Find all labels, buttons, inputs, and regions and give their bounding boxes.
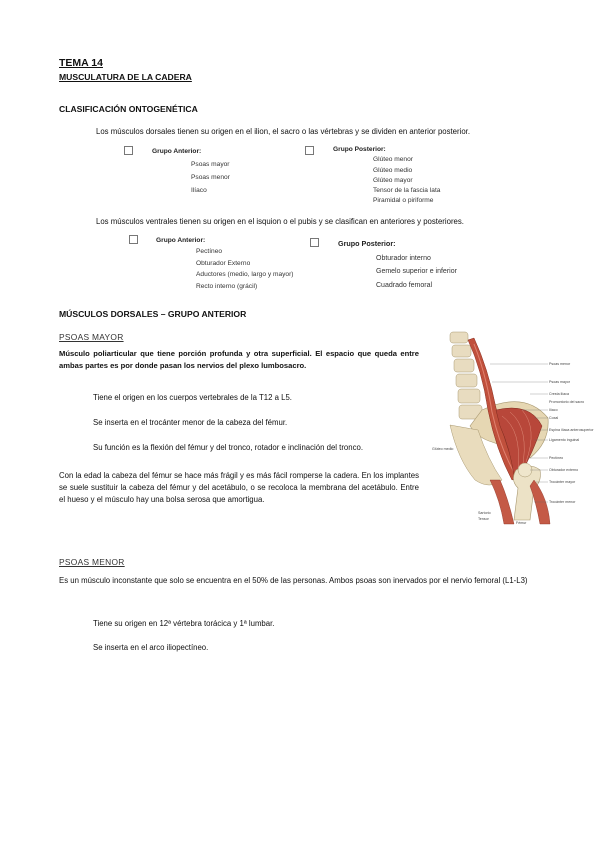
psoas-menor-description: Es un músculo inconstante que solo se encuentra en el 50% de las personas. Ambos psoas son inervados por el nervio femoral (L1-L3) (59, 576, 528, 585)
dorsal-anterior-title: Grupo Anterior: (152, 148, 202, 155)
figure-label: Ilíaco (549, 408, 558, 412)
checkbox-ventral-posterior[interactable] (310, 238, 319, 247)
dorsal-anterior-list (191, 159, 230, 196)
ventral-posterior-title: Grupo Posterior: (338, 239, 396, 248)
list-item: Cuadrado femoral (376, 282, 433, 289)
figure-label: Pectíneo (549, 456, 564, 460)
ventral-anterior-list (196, 247, 311, 292)
ventral-anterior-title: Grupo Anterior: (156, 237, 206, 244)
tema-title: TEMA 14 (59, 57, 103, 69)
list-item: Psoas mayor (191, 161, 230, 168)
figure-label: Cresta ilíaca (549, 392, 569, 396)
psoas-mayor-insertion: Se inserta en el trocánter menor de la cabeza del fémur. (93, 418, 288, 427)
list-item: Tensor de la fascia lata (373, 186, 441, 194)
psoas-mayor-origin: Tiene el origen en los cuerpos vertebrales de la T12 a L5. (93, 393, 292, 402)
figure-label: Coxal (549, 416, 559, 420)
tema-subtitle: MUSCULATURA DE LA CADERA (59, 72, 192, 82)
figure-label: Espina ilíaca anterosuperior (549, 428, 594, 432)
figure-label: Trocánter menor (549, 500, 576, 504)
psoas-mayor-function: Su función es la flexión del fémur y del tronco, rotador e inclinación del tronco. (93, 443, 364, 452)
figure-label: Tensor (478, 517, 489, 521)
section-title: CLASIFICACIÓN ONTOGENÉTICA (59, 104, 198, 114)
figure-label: Glúteo medio (432, 447, 454, 451)
figure-label: Psoas menor (549, 362, 571, 366)
dorsal-intro: Los músculos dorsales tienen su origen en el ilion, el sacro o las vértebras y se dividen en anterior posterior. (96, 127, 471, 136)
psoas-menor-title: PSOAS MENOR (59, 557, 125, 567)
hip-muscles-illustration (430, 330, 594, 526)
figure-label: Obturador externo (549, 468, 579, 472)
checkbox-dorsal-posterior[interactable] (305, 146, 314, 155)
ventral-intro: Los músculos ventrales tienen su origen en el isquion o el pubis y se clasifican en anteriores y posteriores. (96, 217, 464, 226)
checkbox-ventral-anterior[interactable] (129, 235, 138, 244)
figure-label: Psoas mayor (549, 380, 570, 384)
ventral-posterior-list (376, 253, 468, 291)
dorsal-anterior-heading: MÚSCULOS DORSALES – GRUPO ANTERIOR (59, 309, 247, 319)
list-item: Psoas menor (191, 174, 230, 181)
list-item: Aductores (medio, largo y mayor) (196, 271, 294, 278)
list-item: Ilíaco (191, 187, 207, 194)
list-item: Obturador Externo (196, 260, 251, 267)
list-item: Glúteo mayor (373, 177, 413, 184)
psoas-menor-origin: Tiene su origen en 12ª vértebra torácica y 1ª lumbar. (93, 619, 275, 628)
list-item: Obturador interno (376, 255, 431, 262)
figure-label: Ligamento inguinal (549, 438, 580, 442)
list-item: Recto interno (grácil) (196, 283, 258, 290)
figure-label: Fémur (516, 521, 527, 525)
psoas-mayor-title: PSOAS MAYOR (59, 332, 124, 342)
psoas-menor-insertion: Se inserta en el arco iliopectíneo. (93, 643, 209, 652)
list-item: Pectíneo (196, 248, 223, 255)
list-item: Gemelo superior e inferior (376, 268, 457, 275)
list-item: Glúteo menor (373, 156, 413, 163)
list-item: Glúteo medio (373, 166, 413, 174)
dorsal-posterior-list (373, 155, 443, 206)
psoas-mayor-description: Músculo poliarticular que tiene porción profunda y otra superficial. El espacio que queda entre ambas partes es por donde pasan los nervios del plexo lumbosacro. (59, 349, 419, 370)
figure-label: Trocánter mayor (549, 480, 576, 484)
checkbox-dorsal-anterior[interactable] (124, 146, 133, 155)
figure-label: Sartorio (478, 511, 491, 515)
psoas-mayor-age-paragraph: Con la edad la cabeza del fémur se hace más frágil y es más fácil romperse la cadera. En los implantes se suele sustituir la cabeza del fémur y del acetábulo, o se recoloca la membrana del acetábulo. Entre el hueso y el músculo hay una bolsa serosa que amortigua. (59, 471, 419, 504)
figure-label: Promontorio del sacro (549, 400, 585, 404)
dorsal-posterior-title: Grupo Posterior: (333, 146, 386, 153)
list-item: Piramidal o piriforme (373, 196, 434, 204)
